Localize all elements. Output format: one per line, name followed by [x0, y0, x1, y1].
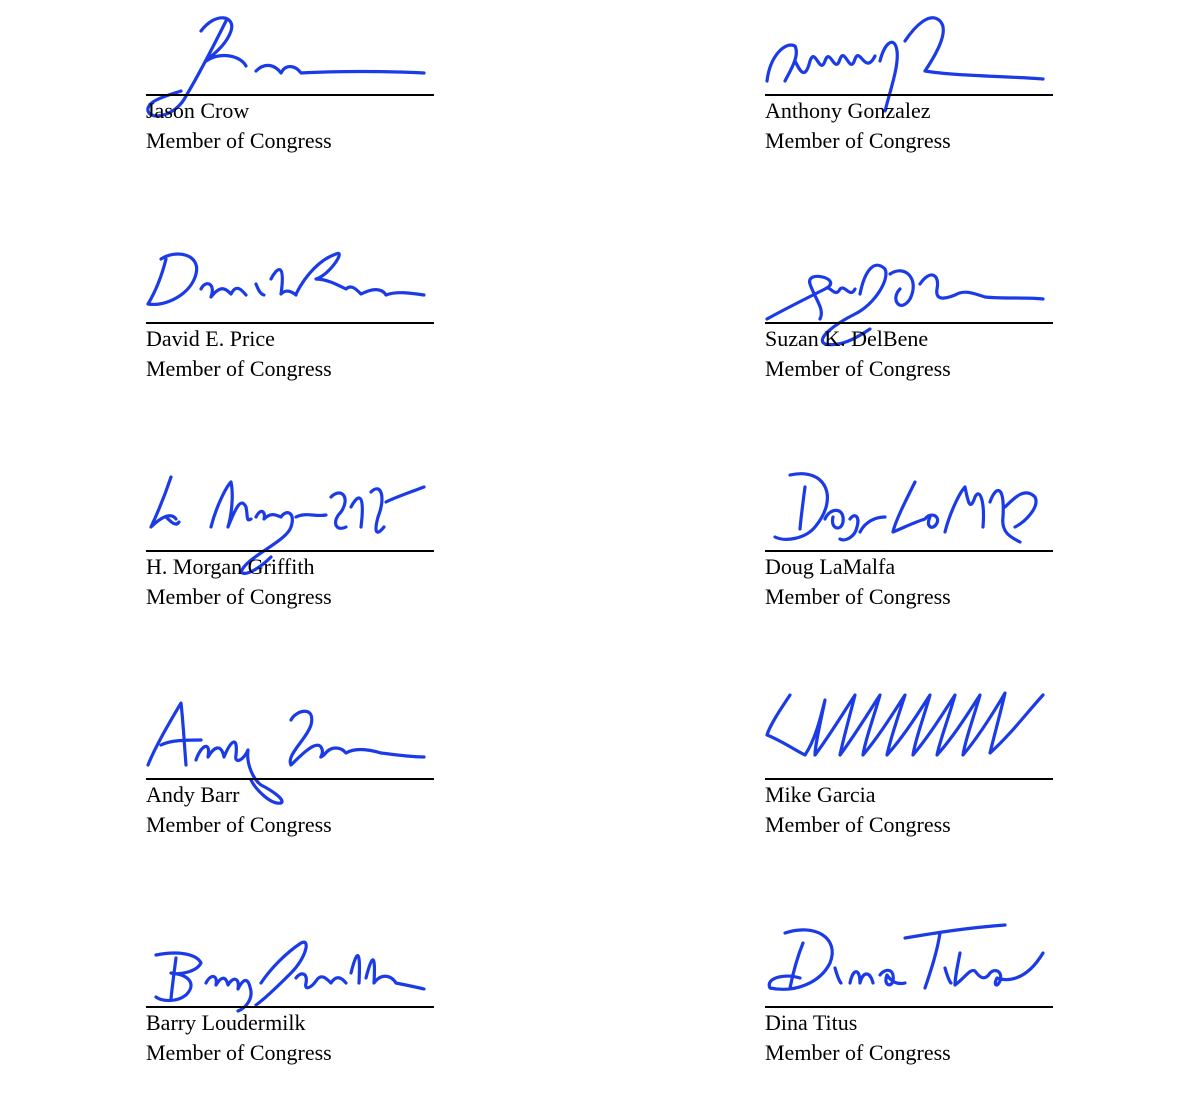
signature-block-h-morgan-griffith [146, 457, 436, 627]
handwritten-signature-suzan-delbene [765, 229, 1055, 329]
signatory-name: Anthony Gonzalez [765, 98, 931, 123]
handwritten-signature-david-price [146, 229, 436, 329]
handwritten-signature-h-morgan-griffith [146, 457, 436, 557]
handwritten-signature-doug-lamalfa [765, 457, 1055, 557]
signatory-title: Member of Congress [146, 128, 332, 153]
signatory-name: Andy Barr [146, 782, 240, 807]
handwritten-signature-anthony-gonzalez [765, 1, 1055, 101]
signature-block-anthony-gonzalez [765, 1, 1055, 171]
signatory-title: Member of Congress [146, 584, 332, 609]
signatory-name: David E. Price [146, 326, 275, 351]
signature-block-jason-crow [146, 1, 436, 171]
signatory-title: Member of Congress [146, 1040, 332, 1065]
signature-block-mike-garcia [765, 685, 1055, 855]
handwritten-signature-mike-garcia [765, 685, 1055, 785]
signatory-name: Mike Garcia [765, 782, 876, 807]
signature-block-doug-lamalfa [765, 457, 1055, 627]
signatory-title: Member of Congress [765, 356, 951, 381]
signatory-name: Doug LaMalfa [765, 554, 896, 579]
handwritten-signature-barry-loudermilk [146, 913, 436, 1013]
signatory-title: Member of Congress [146, 356, 332, 381]
signatory-name: Jason Crow [146, 98, 250, 123]
signatory-name: Dina Titus [765, 1010, 858, 1035]
signature-block-dina-titus [765, 913, 1055, 1083]
signatory-title: Member of Congress [146, 812, 332, 837]
signature-block-david-price [146, 229, 436, 399]
signatory-title: Member of Congress [765, 584, 951, 609]
signature-block-suzan-delbene [765, 229, 1055, 399]
signatory-title: Member of Congress [765, 812, 951, 837]
handwritten-signature-andy-barr [146, 685, 436, 785]
signatory-name: H. Morgan Griffith [146, 554, 315, 579]
handwritten-signature-jason-crow [146, 1, 436, 101]
signature-block-andy-barr [146, 685, 436, 855]
signatory-name: Barry Loudermilk [146, 1010, 306, 1035]
signatory-name: Suzan K. DelBene [765, 326, 929, 351]
signatory-title: Member of Congress [765, 1040, 951, 1065]
handwritten-signature-dina-titus [765, 913, 1055, 1013]
signatory-title: Member of Congress [765, 128, 951, 153]
signature-block-barry-loudermilk [146, 913, 436, 1083]
